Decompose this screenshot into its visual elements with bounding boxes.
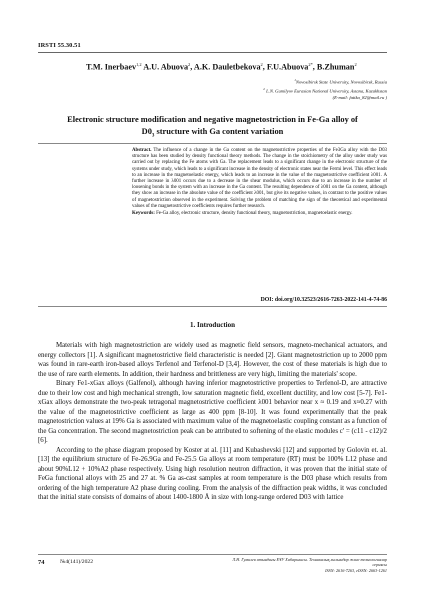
title-line: Electronic structure modification and negative magnetostriction in Fe-Ga alloy of [67,115,358,124]
author-name: B.Zhuman [316,62,355,72]
keywords-label: Keywords: [132,211,155,217]
paragraph: According to the phase diagram proposed by Koster at al. [11] and Kubashevski [12] and supported by Golovin et. al. [13] the equilibrium structure of Fe-26.9Ga and Fe-25.5 Ga alloys at room temperature (RT) must be 100% L12 phase and about 90%L12 + 10%A2 phase respectively. Using high resolution neutron diffraction, it was proven that the initial state of FeGa functional alloys with 25 and 27 at. % Ga as-cast samples at room temperature is the D03 phase which results from ordering of the high temperature A2 phase during cooling. From the analysis of the diffraction peak widths, it was concluded that the initial state consists of domains of about 1400-1800 Å in size with long-range ordered D03 with lattice [38,446,387,501]
journal-name: Л.Н. Гумилев атындағы ЕҰУ Хабаршысы. Техникалық ғылымдар және технологиялар сериясы [232,557,387,568]
author-affiliation-mark: 2* [308,62,313,67]
author-affiliation-mark: 2 [260,62,263,67]
doi-divider [38,306,387,307]
section-heading: 1. Introduction [190,321,235,329]
paragraph: Materials with high magnetostriction are widely used as magnetic field sensors, magneto-mechanical actuators, and energy collectors [1]. A significant magnetostrictive field characteristic is needed [2]. Giant magnetostriction up to 2000 ppm was found in rare-earth iron-based alloys Terfenol and Terfenol-D [3,4]. However, the cost of these materials is high due to the use of rare earth elements. In addition, their hardness and brittleness are very high, limiting the materials' scope. [38,342,387,378]
author-name: F.U.Abuova [266,62,309,72]
paper-title [38,114,387,143]
irsti-code: IRSTI 55.30.51 [38,42,81,49]
paragraph: Binary Fe1-xGax alloys (Galfenol), although having inferior magnetostrictive properties to Terfenol-D, are attractive due to their low cost and high mechanical strength, low saturation magnetic field, excellent ductility, and low cost [5-7]. Fe1-xGax alloys demonstrate the two-peak tetragonal magnetostrictive coefficient λ001 behavior near x ≈ 0.19 and x≈0.27 with the value of the magnetostrictive coefficient as large as 400 ppm [8-10]. It was found experimentally that the peak magnetostriction values at 19% Ga is associated with maximum value of the magnetoelastic coupling constant as a function of the Ga concentration. The second magnetostriction peak can be attributed to softening of the elastic modules c' = (c11 - c12)/2 [6]. [38,380,387,444]
author-name: A.K. Dauletbekova [193,62,261,72]
journal-issn: ISSN: 2616-7263, eISSN: 2663-1261 [325,567,387,573]
author-name: T.M. Inerbaev [86,62,137,72]
author-list: T.M. Inerbaev$^{1,2}$ A.U. Abuova$^2$, A.K. Dauletbekova$^2$, F.U.Abuova$^{2*}$, B.Zhuman$^2$ [86,62,357,72]
author-affiliation-mark: 2 [188,62,191,67]
affiliation-1: Novosibirsk State University, Novosibirsk, Russia [295,79,387,85]
body-text [38,341,387,503]
affiliation-mark: 1 [294,78,296,82]
page-number: 74 [38,559,45,566]
keywords [132,211,387,217]
header-divider [38,52,387,53]
abstract-label: Abstract. [132,148,152,153]
affiliations [227,77,387,101]
author-affiliation-mark: 2 [354,62,357,67]
contact-email: (E-mail: fatika_82@mail.ru ) [332,94,387,100]
journal-info [217,557,387,573]
affiliation-mark: 2 [263,86,265,91]
footer-divider [38,554,387,555]
title-divider [38,143,387,144]
title-line: $D0_3$ structure with Ga content variation [141,127,284,139]
affiliation-2: L.N. Gumilyov Eurasian National University, Astana, Kazakhstan [266,88,387,94]
abstract [132,148,387,217]
keywords-text: Fe-Ga alloy, electronic structure, density functional theory, magnetostriction, magnetoelastic energy. [156,211,353,217]
abstract-text: The influence of a change in the Ga content on the magnetostrictive properties of the Fe3Ga alloy with the D03 structure has been studied by density functional theory methods. The change in the stoichiometry of the alloy under study was carried out by replacing the Fe atoms with Ga. The replacement leads to a significant change in the electronic structure of the systems under study, which leads to a significant increase in the density of electronic states near the Fermi level. This effect leads to an increase in the magnetoelastic energy, which leads to an increase in the value of the magnetostrictive coefficient λ001. A further increase in λ001 occurs due to a decrease in the shear modulus, which occurs due to an increase in the number of loosening bonds in the system with an increase in the Ga content. The resulting dependence of λ001 on the Ga content, although they show an increase in the absolute value of the coefficient λ001, but give its negative values, in contrast to the positive values of magnetostriction observed in the experiment. Solving the problem of matching the sign of the theoretical and experimental values of the magnetostrictive coefficients requires further research. [132,148,387,209]
doi-link[interactable]: DOI: doi.org/10.32523/2616-7263-2022-141-4-74-86 [260,297,387,303]
author-name: A.U. Abuova [143,62,189,72]
author-affiliation-mark: 1,2 [136,62,142,67]
issue-number: №4(141)/2022 [60,559,93,565]
